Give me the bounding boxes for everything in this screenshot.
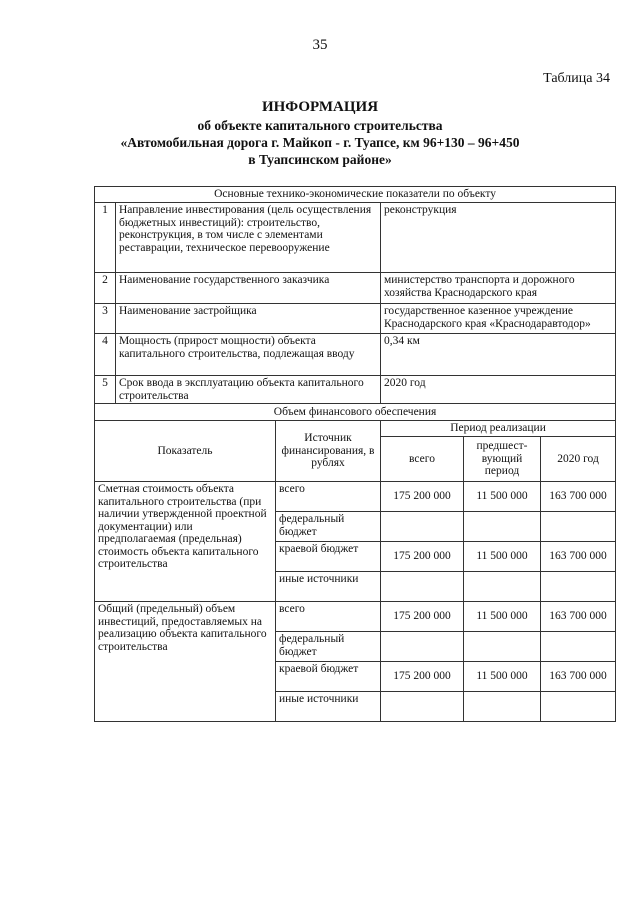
- amount-previous: 11 500 000: [464, 662, 541, 692]
- page-number: 35: [312, 37, 328, 53]
- amount-total: 175 200 000: [381, 602, 464, 632]
- indicator-value: 0,34 км: [381, 334, 616, 376]
- table-label: Таблица 34: [543, 71, 610, 86]
- section-header-indicators: Основные технико-экономические показатели по объекту: [95, 187, 616, 203]
- amount-previous: 11 500 000: [464, 542, 541, 572]
- amount-previous: 11 500 000: [464, 602, 541, 632]
- amount-previous: 11 500 000: [464, 482, 541, 512]
- financing-source: всего: [276, 482, 381, 512]
- title-line-1: ИНФОРМАЦИЯ: [261, 99, 379, 115]
- financing-source: федеральный бюджет: [276, 632, 381, 662]
- financing-source: федеральный бюджет: [276, 512, 381, 542]
- amount-year: [541, 572, 616, 602]
- indicator-value: 2020 год: [381, 376, 616, 404]
- section-header-financing: Объем финансового обеспечения: [95, 404, 616, 421]
- amount-previous: [464, 692, 541, 722]
- document-title: [0, 98, 640, 168]
- amount-previous: [464, 632, 541, 662]
- financing-source: всего: [276, 602, 381, 632]
- amount-year: 163 700 000: [541, 482, 616, 512]
- row-number: 2: [95, 273, 116, 304]
- indicator-value: министерство транспорта и дорожного хозяйства Краснодарского края: [381, 273, 616, 304]
- indicator-label: Мощность (прирост мощности) объекта капитального строительства, подлежащая вводу: [116, 334, 381, 376]
- title-line-3: «Автомобильная дорога г. Майкоп - г. Туапсе, км 96+130 – 96+450: [120, 135, 520, 150]
- amount-previous: [464, 572, 541, 602]
- amount-previous: [464, 512, 541, 542]
- title-line-4: в Туапсинском районе»: [248, 152, 392, 167]
- column-header-year: 2020 год: [541, 437, 616, 482]
- financing-indicator-label: Общий (предельный) объем инвестиций, предоставляемых на реализацию объекта капитального строительства: [95, 602, 276, 722]
- amount-year: [541, 512, 616, 542]
- column-header-previous-period: предшест-вующий период: [464, 437, 541, 482]
- amount-total: [381, 692, 464, 722]
- object-info-table: [94, 186, 616, 722]
- amount-year: 163 700 000: [541, 542, 616, 572]
- indicator-label: Направление инвестирования (цель осуществления бюджетных инвестиций): строительство, реконструкция, в том числе с элементами реставрации, техническое перевооружение: [116, 203, 381, 273]
- financing-source: краевой бюджет: [276, 542, 381, 572]
- financing-indicator-label: Сметная стоимость объекта капитального строительства (при наличии утвержденной проектной документации) или предполагаемая (предельная) стоимость объекта капитального строительства: [95, 482, 276, 602]
- financing-source: иные источники: [276, 572, 381, 602]
- indicator-value: государственное казенное учреждение Краснодарского края «Краснодаравтодор»: [381, 304, 616, 334]
- title-line-2: об объекте капитального строительства: [197, 118, 443, 133]
- amount-year: [541, 632, 616, 662]
- indicator-label: Наименование государственного заказчика: [116, 273, 381, 304]
- amount-total: [381, 572, 464, 602]
- amount-total: 175 200 000: [381, 542, 464, 572]
- indicator-value: реконструкция: [381, 203, 616, 273]
- financing-source: краевой бюджет: [276, 662, 381, 692]
- amount-year: 163 700 000: [541, 602, 616, 632]
- column-header-total: всего: [381, 437, 464, 482]
- row-number: 5: [95, 376, 116, 404]
- column-header-source: Источник финансирования, в рублях: [276, 421, 381, 482]
- financing-source: иные источники: [276, 692, 381, 722]
- row-number: 1: [95, 203, 116, 273]
- amount-total: [381, 512, 464, 542]
- row-number: 3: [95, 304, 116, 334]
- amount-year: 163 700 000: [541, 662, 616, 692]
- amount-total: 175 200 000: [381, 482, 464, 512]
- amount-year: [541, 692, 616, 722]
- column-header-period: Период реализации: [381, 421, 616, 437]
- indicator-label: Срок ввода в эксплуатацию объекта капитального строительства: [116, 376, 381, 404]
- row-number: 4: [95, 334, 116, 376]
- column-header-indicator: Показатель: [95, 421, 276, 482]
- amount-total: [381, 632, 464, 662]
- amount-total: 175 200 000: [381, 662, 464, 692]
- indicator-label: Наименование застройщика: [116, 304, 381, 334]
